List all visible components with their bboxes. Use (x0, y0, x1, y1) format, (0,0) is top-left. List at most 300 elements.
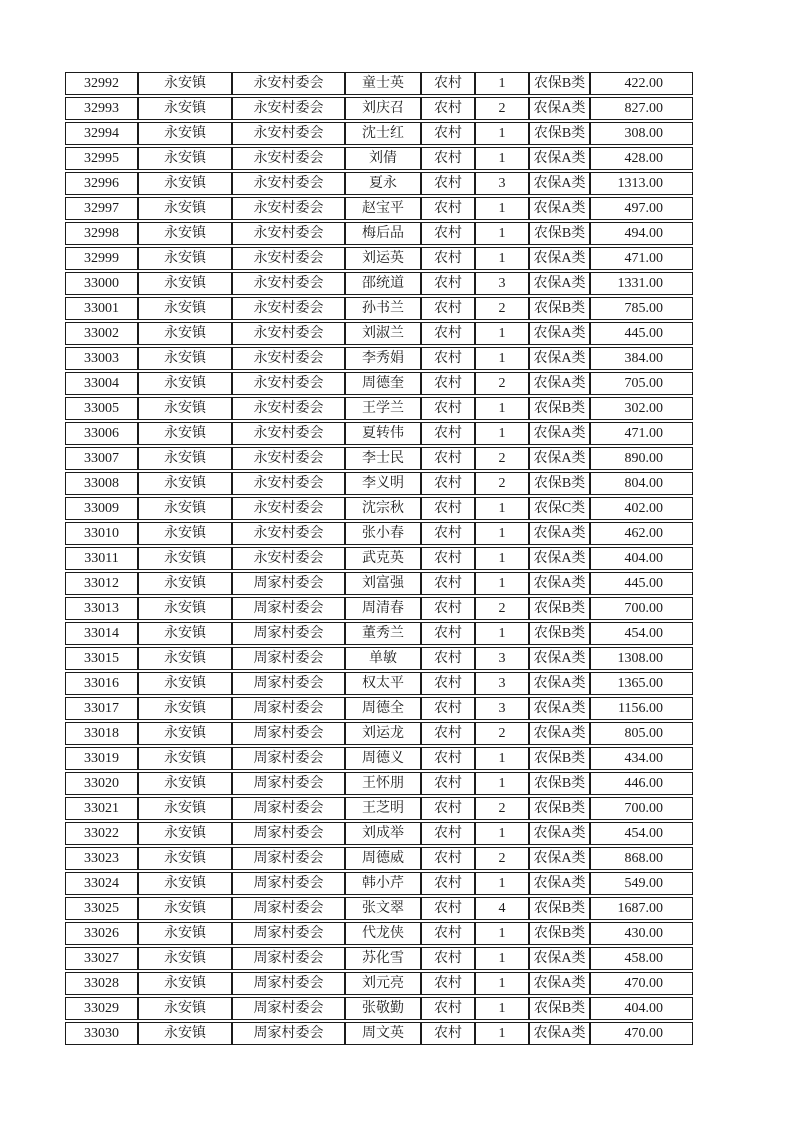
insurance-class-cell: 农保A类 (529, 572, 590, 595)
person-count-cell: 2 (475, 797, 529, 820)
table-row (65, 922, 693, 945)
residence-type-cell: 农村 (421, 347, 475, 370)
table-row (65, 522, 693, 545)
village-committee-cell: 周家村委会 (232, 897, 345, 920)
person-name-cell: 李秀娟 (345, 347, 421, 370)
town-cell: 永安镇 (138, 772, 232, 795)
residence-type-cell: 农村 (421, 772, 475, 795)
village-committee-cell: 永安村委会 (232, 172, 345, 195)
residence-type-cell: 农村 (421, 822, 475, 845)
table-row (65, 622, 693, 645)
insurance-class-cell: 农保A类 (529, 372, 590, 395)
residence-type-cell: 农村 (421, 222, 475, 245)
table-row (65, 72, 693, 95)
person-count-cell: 1 (475, 947, 529, 970)
town-cell: 永安镇 (138, 897, 232, 920)
residence-type-cell: 农村 (421, 422, 475, 445)
residence-type-cell: 农村 (421, 722, 475, 745)
town-cell: 永安镇 (138, 822, 232, 845)
person-count-cell: 1 (475, 147, 529, 170)
village-committee-cell: 永安村委会 (232, 472, 345, 495)
person-name-cell: 周德全 (345, 697, 421, 720)
person-count-cell: 4 (475, 897, 529, 920)
person-name-cell: 权太平 (345, 672, 421, 695)
town-cell: 永安镇 (138, 797, 232, 820)
person-name-cell: 李士民 (345, 447, 421, 470)
amount-cell: 700.00 (590, 597, 693, 620)
person-name-cell: 夏转伟 (345, 422, 421, 445)
insurance-class-cell: 农保A类 (529, 347, 590, 370)
person-name-cell: 张敬勤 (345, 997, 421, 1020)
insurance-class-cell: 农保A类 (529, 722, 590, 745)
table-row (65, 847, 693, 870)
residence-type-cell: 农村 (421, 597, 475, 620)
insurance-roster-table (65, 70, 693, 1047)
person-count-cell: 2 (475, 447, 529, 470)
town-cell: 永安镇 (138, 747, 232, 770)
person-count-cell: 1 (475, 347, 529, 370)
person-name-cell: 李义明 (345, 472, 421, 495)
table-row (65, 197, 693, 220)
town-cell: 永安镇 (138, 647, 232, 670)
insurance-class-cell: 农保B类 (529, 597, 590, 620)
table-row (65, 547, 693, 570)
person-name-cell: 王学兰 (345, 397, 421, 420)
person-count-cell: 2 (475, 297, 529, 320)
village-committee-cell: 周家村委会 (232, 972, 345, 995)
amount-cell: 549.00 (590, 872, 693, 895)
insurance-class-cell: 农保A类 (529, 97, 590, 120)
person-name-cell: 苏化雪 (345, 947, 421, 970)
amount-cell: 302.00 (590, 397, 693, 420)
amount-cell: 1308.00 (590, 647, 693, 670)
amount-cell: 454.00 (590, 822, 693, 845)
village-committee-cell: 永安村委会 (232, 547, 345, 570)
amount-cell: 1313.00 (590, 172, 693, 195)
insurance-class-cell: 农保A类 (529, 697, 590, 720)
village-committee-cell: 永安村委会 (232, 447, 345, 470)
person-name-cell: 韩小芹 (345, 872, 421, 895)
record-id-cell: 32994 (65, 122, 138, 145)
amount-cell: 458.00 (590, 947, 693, 970)
amount-cell: 827.00 (590, 97, 693, 120)
record-id-cell: 32996 (65, 172, 138, 195)
residence-type-cell: 农村 (421, 997, 475, 1020)
person-name-cell: 王怀朋 (345, 772, 421, 795)
village-committee-cell: 周家村委会 (232, 922, 345, 945)
town-cell: 永安镇 (138, 972, 232, 995)
amount-cell: 497.00 (590, 197, 693, 220)
person-count-cell: 1 (475, 872, 529, 895)
town-cell: 永安镇 (138, 272, 232, 295)
person-name-cell: 童士英 (345, 72, 421, 95)
town-cell: 永安镇 (138, 597, 232, 620)
record-id-cell: 32999 (65, 247, 138, 270)
person-count-cell: 1 (475, 972, 529, 995)
person-count-cell: 1 (475, 922, 529, 945)
town-cell: 永安镇 (138, 322, 232, 345)
person-count-cell: 2 (475, 372, 529, 395)
table-row (65, 697, 693, 720)
amount-cell: 445.00 (590, 322, 693, 345)
person-name-cell: 刘运英 (345, 247, 421, 270)
person-name-cell: 刘成举 (345, 822, 421, 845)
person-count-cell: 1 (475, 72, 529, 95)
person-name-cell: 武克英 (345, 547, 421, 570)
village-committee-cell: 永安村委会 (232, 72, 345, 95)
person-count-cell: 2 (475, 597, 529, 620)
record-id-cell: 33027 (65, 947, 138, 970)
insurance-class-cell: 农保A类 (529, 272, 590, 295)
amount-cell: 705.00 (590, 372, 693, 395)
village-committee-cell: 永安村委会 (232, 422, 345, 445)
village-committee-cell: 永安村委会 (232, 372, 345, 395)
village-committee-cell: 永安村委会 (232, 297, 345, 320)
person-count-cell: 3 (475, 272, 529, 295)
village-committee-cell: 周家村委会 (232, 747, 345, 770)
table-row (65, 1022, 693, 1045)
person-count-cell: 3 (475, 172, 529, 195)
insurance-class-cell: 农保A类 (529, 672, 590, 695)
table-row (65, 322, 693, 345)
record-id-cell: 32993 (65, 97, 138, 120)
insurance-class-cell: 农保B类 (529, 222, 590, 245)
insurance-class-cell: 农保A类 (529, 422, 590, 445)
table-row (65, 222, 693, 245)
table-row (65, 947, 693, 970)
town-cell: 永安镇 (138, 847, 232, 870)
town-cell: 永安镇 (138, 572, 232, 595)
amount-cell: 404.00 (590, 997, 693, 1020)
town-cell: 永安镇 (138, 97, 232, 120)
table-row (65, 822, 693, 845)
record-id-cell: 33025 (65, 897, 138, 920)
record-id-cell: 33001 (65, 297, 138, 320)
village-committee-cell: 永安村委会 (232, 347, 345, 370)
village-committee-cell: 周家村委会 (232, 997, 345, 1020)
table-row (65, 872, 693, 895)
amount-cell: 430.00 (590, 922, 693, 945)
person-count-cell: 1 (475, 497, 529, 520)
village-committee-cell: 永安村委会 (232, 97, 345, 120)
person-count-cell: 2 (475, 722, 529, 745)
table-row (65, 722, 693, 745)
village-committee-cell: 永安村委会 (232, 522, 345, 545)
roster-table-body (65, 72, 693, 1045)
person-name-cell: 周德威 (345, 847, 421, 870)
insurance-class-cell: 农保A类 (529, 547, 590, 570)
insurance-class-cell: 农保B类 (529, 472, 590, 495)
village-committee-cell: 永安村委会 (232, 147, 345, 170)
person-count-cell: 1 (475, 747, 529, 770)
insurance-class-cell: 农保B类 (529, 622, 590, 645)
amount-cell: 785.00 (590, 297, 693, 320)
table-row (65, 372, 693, 395)
person-count-cell: 1 (475, 622, 529, 645)
table-row (65, 672, 693, 695)
person-count-cell: 1 (475, 397, 529, 420)
village-committee-cell: 永安村委会 (232, 397, 345, 420)
person-name-cell: 单敏 (345, 647, 421, 670)
record-id-cell: 33009 (65, 497, 138, 520)
amount-cell: 470.00 (590, 1022, 693, 1045)
record-id-cell: 33018 (65, 722, 138, 745)
insurance-class-cell: 农保A类 (529, 972, 590, 995)
residence-type-cell: 农村 (421, 97, 475, 120)
person-name-cell: 夏永 (345, 172, 421, 195)
person-name-cell: 沈宗秋 (345, 497, 421, 520)
amount-cell: 434.00 (590, 747, 693, 770)
town-cell: 永安镇 (138, 497, 232, 520)
person-count-cell: 1 (475, 997, 529, 1020)
residence-type-cell: 农村 (421, 322, 475, 345)
person-count-cell: 1 (475, 772, 529, 795)
town-cell: 永安镇 (138, 672, 232, 695)
town-cell: 永安镇 (138, 947, 232, 970)
town-cell: 永安镇 (138, 472, 232, 495)
village-committee-cell: 周家村委会 (232, 1022, 345, 1045)
insurance-class-cell: 农保A类 (529, 822, 590, 845)
town-cell: 永安镇 (138, 397, 232, 420)
residence-type-cell: 农村 (421, 972, 475, 995)
person-count-cell: 1 (475, 422, 529, 445)
amount-cell: 402.00 (590, 497, 693, 520)
amount-cell: 308.00 (590, 122, 693, 145)
town-cell: 永安镇 (138, 72, 232, 95)
table-row (65, 447, 693, 470)
record-id-cell: 33011 (65, 547, 138, 570)
residence-type-cell: 农村 (421, 797, 475, 820)
record-id-cell: 33014 (65, 622, 138, 645)
record-id-cell: 33021 (65, 797, 138, 820)
residence-type-cell: 农村 (421, 472, 475, 495)
person-name-cell: 刘元亮 (345, 972, 421, 995)
residence-type-cell: 农村 (421, 447, 475, 470)
amount-cell: 384.00 (590, 347, 693, 370)
record-id-cell: 33008 (65, 472, 138, 495)
person-name-cell: 孙书兰 (345, 297, 421, 320)
residence-type-cell: 农村 (421, 172, 475, 195)
record-id-cell: 33023 (65, 847, 138, 870)
amount-cell: 1156.00 (590, 697, 693, 720)
record-id-cell: 33002 (65, 322, 138, 345)
record-id-cell: 33028 (65, 972, 138, 995)
person-name-cell: 周德奎 (345, 372, 421, 395)
residence-type-cell: 农村 (421, 147, 475, 170)
person-count-cell: 1 (475, 572, 529, 595)
table-row (65, 422, 693, 445)
table-row (65, 647, 693, 670)
insurance-class-cell: 农保A类 (529, 247, 590, 270)
amount-cell: 462.00 (590, 522, 693, 545)
person-count-cell: 1 (475, 322, 529, 345)
town-cell: 永安镇 (138, 297, 232, 320)
village-committee-cell: 周家村委会 (232, 722, 345, 745)
town-cell: 永安镇 (138, 997, 232, 1020)
person-count-cell: 1 (475, 522, 529, 545)
person-count-cell: 1 (475, 197, 529, 220)
amount-cell: 700.00 (590, 797, 693, 820)
record-id-cell: 33012 (65, 572, 138, 595)
record-id-cell: 32997 (65, 197, 138, 220)
town-cell: 永安镇 (138, 872, 232, 895)
person-name-cell: 刘倩 (345, 147, 421, 170)
town-cell: 永安镇 (138, 347, 232, 370)
person-name-cell: 周德义 (345, 747, 421, 770)
person-name-cell: 周清春 (345, 597, 421, 620)
table-row (65, 472, 693, 495)
record-id-cell: 33026 (65, 922, 138, 945)
table-row (65, 397, 693, 420)
person-name-cell: 刘庆召 (345, 97, 421, 120)
record-id-cell: 33020 (65, 772, 138, 795)
person-name-cell: 刘淑兰 (345, 322, 421, 345)
person-name-cell: 沈士红 (345, 122, 421, 145)
residence-type-cell: 农村 (421, 247, 475, 270)
table-row (65, 272, 693, 295)
insurance-class-cell: 农保A类 (529, 147, 590, 170)
insurance-class-cell: 农保A类 (529, 447, 590, 470)
record-id-cell: 33010 (65, 522, 138, 545)
village-committee-cell: 周家村委会 (232, 672, 345, 695)
village-committee-cell: 永安村委会 (232, 222, 345, 245)
town-cell: 永安镇 (138, 372, 232, 395)
village-committee-cell: 永安村委会 (232, 197, 345, 220)
village-committee-cell: 永安村委会 (232, 497, 345, 520)
record-id-cell: 32992 (65, 72, 138, 95)
table-row (65, 997, 693, 1020)
amount-cell: 445.00 (590, 572, 693, 595)
amount-cell: 494.00 (590, 222, 693, 245)
residence-type-cell: 农村 (421, 747, 475, 770)
table-row (65, 772, 693, 795)
insurance-class-cell: 农保A类 (529, 947, 590, 970)
amount-cell: 1331.00 (590, 272, 693, 295)
person-count-cell: 3 (475, 697, 529, 720)
village-committee-cell: 周家村委会 (232, 572, 345, 595)
village-committee-cell: 周家村委会 (232, 947, 345, 970)
town-cell: 永安镇 (138, 622, 232, 645)
amount-cell: 471.00 (590, 422, 693, 445)
village-committee-cell: 永安村委会 (232, 122, 345, 145)
table-row (65, 972, 693, 995)
amount-cell: 470.00 (590, 972, 693, 995)
insurance-class-cell: 农保C类 (529, 497, 590, 520)
person-count-cell: 1 (475, 247, 529, 270)
record-id-cell: 33029 (65, 997, 138, 1020)
residence-type-cell: 农村 (421, 697, 475, 720)
residence-type-cell: 农村 (421, 297, 475, 320)
amount-cell: 804.00 (590, 472, 693, 495)
residence-type-cell: 农村 (421, 872, 475, 895)
amount-cell: 404.00 (590, 547, 693, 570)
residence-type-cell: 农村 (421, 497, 475, 520)
amount-cell: 428.00 (590, 147, 693, 170)
record-id-cell: 33016 (65, 672, 138, 695)
person-count-cell: 1 (475, 122, 529, 145)
town-cell: 永安镇 (138, 922, 232, 945)
person-count-cell: 3 (475, 672, 529, 695)
residence-type-cell: 农村 (421, 547, 475, 570)
person-count-cell: 2 (475, 847, 529, 870)
town-cell: 永安镇 (138, 222, 232, 245)
amount-cell: 471.00 (590, 247, 693, 270)
town-cell: 永安镇 (138, 197, 232, 220)
residence-type-cell: 农村 (421, 847, 475, 870)
person-name-cell: 代龙侠 (345, 922, 421, 945)
record-id-cell: 33004 (65, 372, 138, 395)
village-committee-cell: 永安村委会 (232, 272, 345, 295)
person-name-cell: 邵统道 (345, 272, 421, 295)
residence-type-cell: 农村 (421, 647, 475, 670)
record-id-cell: 33007 (65, 447, 138, 470)
table-row (65, 122, 693, 145)
amount-cell: 1365.00 (590, 672, 693, 695)
insurance-class-cell: 农保A类 (529, 197, 590, 220)
insurance-class-cell: 农保B类 (529, 922, 590, 945)
table-row (65, 572, 693, 595)
person-count-cell: 2 (475, 97, 529, 120)
village-committee-cell: 周家村委会 (232, 647, 345, 670)
record-id-cell: 33015 (65, 647, 138, 670)
insurance-class-cell: 农保B类 (529, 72, 590, 95)
residence-type-cell: 农村 (421, 572, 475, 595)
residence-type-cell: 农村 (421, 922, 475, 945)
village-committee-cell: 周家村委会 (232, 872, 345, 895)
person-count-cell: 1 (475, 547, 529, 570)
town-cell: 永安镇 (138, 147, 232, 170)
amount-cell: 805.00 (590, 722, 693, 745)
record-id-cell: 33022 (65, 822, 138, 845)
record-id-cell: 33000 (65, 272, 138, 295)
insurance-class-cell: 农保B类 (529, 397, 590, 420)
insurance-class-cell: 农保B类 (529, 122, 590, 145)
person-name-cell: 梅后品 (345, 222, 421, 245)
amount-cell: 422.00 (590, 72, 693, 95)
table-row (65, 897, 693, 920)
person-name-cell: 刘运龙 (345, 722, 421, 745)
town-cell: 永安镇 (138, 547, 232, 570)
insurance-class-cell: 农保B类 (529, 772, 590, 795)
town-cell: 永安镇 (138, 447, 232, 470)
table-row (65, 247, 693, 270)
residence-type-cell: 农村 (421, 372, 475, 395)
village-committee-cell: 周家村委会 (232, 797, 345, 820)
residence-type-cell: 农村 (421, 522, 475, 545)
record-id-cell: 33017 (65, 697, 138, 720)
village-committee-cell: 周家村委会 (232, 772, 345, 795)
table-row (65, 797, 693, 820)
residence-type-cell: 农村 (421, 272, 475, 295)
record-id-cell: 33005 (65, 397, 138, 420)
person-name-cell: 赵宝平 (345, 197, 421, 220)
table-row (65, 97, 693, 120)
amount-cell: 446.00 (590, 772, 693, 795)
town-cell: 永安镇 (138, 172, 232, 195)
person-count-cell: 1 (475, 822, 529, 845)
record-id-cell: 33030 (65, 1022, 138, 1045)
table-row (65, 347, 693, 370)
village-committee-cell: 周家村委会 (232, 697, 345, 720)
table-row (65, 597, 693, 620)
town-cell: 永安镇 (138, 422, 232, 445)
village-committee-cell: 永安村委会 (232, 322, 345, 345)
record-id-cell: 32998 (65, 222, 138, 245)
person-count-cell: 2 (475, 472, 529, 495)
insurance-class-cell: 农保A类 (529, 522, 590, 545)
person-name-cell: 刘富强 (345, 572, 421, 595)
residence-type-cell: 农村 (421, 1022, 475, 1045)
